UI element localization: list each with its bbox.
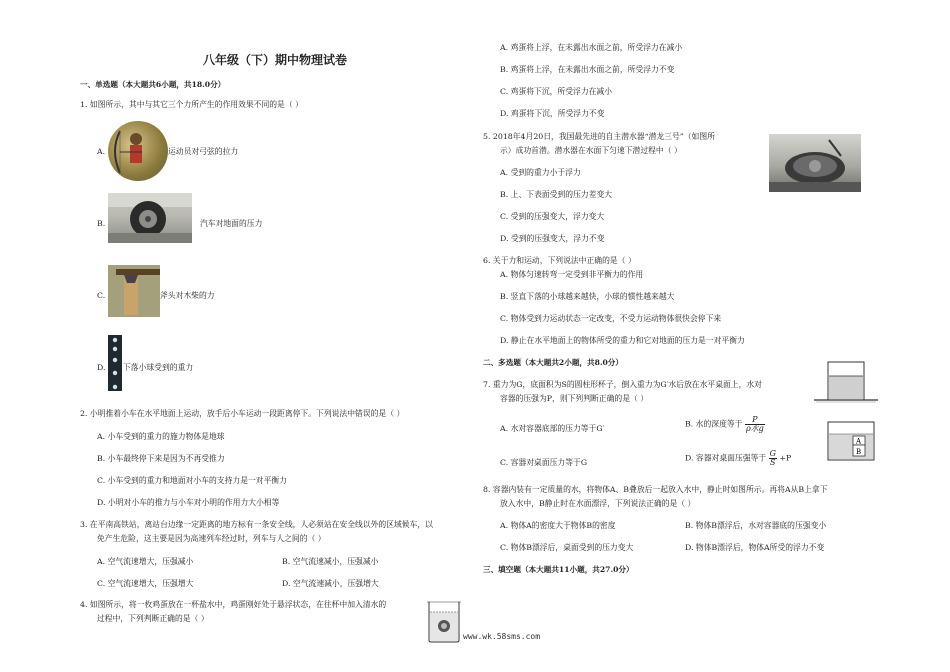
page-title: 八年级（下）期中物理试卷 [202,53,347,67]
fraction-denominator: ρ水g [745,424,764,433]
q5-option-a: A. 受到的重力小于浮力 [500,168,581,177]
axe-wood-image [108,265,160,317]
falling-ball-image [108,335,122,391]
question-5-stem-line1: 5. 2018年4月20日，我国最先进的自主潜水器“潜龙三号”（如图所 [483,132,715,141]
archer-image [108,121,168,181]
q7-option-b-fraction [745,416,765,433]
q1-option-d-label: D. [97,363,106,372]
fraction-numerator: P [745,416,765,425]
q2-option-a: A. 小车受到的重力的施力物体是地球 [97,432,225,441]
q1-option-c-text: 斧头对木柴的力 [160,291,215,300]
q7-option-d [685,450,791,467]
question-5-stem-line2: 示）成功首潜。潜水器在水面下匀速下潜过程中（ ） [500,146,682,155]
q3-option-b: B. 空气流速减小，压强减小 [282,557,379,566]
fraction-numerator: G [769,449,776,458]
q4-option-a: A. 鸡蛋将上浮，在未露出水面之前，所受浮力在减小 [500,43,683,52]
q1-option-a-label: A. [97,147,106,156]
cylinder-cup-diagram [814,356,878,404]
q3-option-d: D. 空气流速减小，压强增大 [282,579,379,588]
q3-option-c: C. 空气流速增大，压强增大 [97,579,194,588]
axe-icon [108,265,160,317]
q1-option-b-label: B. [97,219,106,228]
q1-option-d-text: 下落小球受到的重力 [123,363,194,372]
q4-option-b: B. 鸡蛋将上浮，在未露出水面之前，所受浮力不变 [500,65,675,74]
question-1-stem: 1. 如图所示，其中与其它三个力所产生的作用效果不同的是（ ） [80,100,303,109]
section-heading-fill-in: 三、填空题（本大题共11小题，共27.0分） [483,565,634,574]
q1-option-b-text: 汽车对地面的压力 [200,219,263,228]
q5-option-b: B. 上、下表面受到的压力差变大 [500,190,613,199]
submersible-icon [769,134,861,192]
section-heading-single-choice: 一、单选题（本大题共6小题，共18.0分） [80,80,226,89]
q2-option-b: B. 小车最终停下来是因为不再受推力 [97,454,225,463]
block-b-label: B [856,448,862,456]
q7-option-b [685,416,765,433]
beaker-egg-icon [424,598,464,644]
question-8-stem-line2: 放入水中，B静止时在水面漂浮，下列说法正确的是（ ） [500,499,696,508]
question-7-stem-line1: 7. 重力为G，底面积为S的圆柱形杯子，倒入重力为G′水后放在水平桌面上，水对 [483,380,762,389]
q1-option-a-text: 运动员对弓弦的拉力 [168,147,239,156]
question-8-stem-line1: 8. 容器内装有一定质量的水，将物体A、B叠放后一起放入水中，静止时如图所示。再将A从B上拿下 [483,485,828,494]
q7-option-a: A. 水对容器底部的压力等于G′ [500,424,605,433]
q8-option-c: C. 物体B漂浮后，桌面受到的压力变大 [500,543,634,552]
q2-option-d: D. 小明对小车的推力与小车对小明的作用力大小相等 [97,498,280,507]
ball-sequence-icon [108,335,122,391]
question-3-stem-line2: 免产生危险，这主要是因为高速列车经过时，列车与人之间的（ ） [97,534,326,543]
q7-option-d-suffix: +P [779,453,792,463]
q8-option-b: B. 物体B漂浮后，水对容器底的压强变小 [685,521,827,530]
q4-option-c: C. 鸡蛋将下沉，所受浮力在减小 [500,87,613,96]
question-3-stem-line1: 3. 在平南高铁站，离站台边缘一定距离的地方标有一条安全线，人必须站在安全线以外的区域候车，以 [80,520,433,529]
question-6-stem: 6. 关于力和运动，下列说法中正确的是（ ） [483,256,636,265]
tire-icon [108,193,192,243]
q1-option-c-label: C. [97,291,106,300]
q7-option-d-text: D. 容器对桌面压强等于 [685,453,767,463]
block-a-label: A [856,437,862,446]
q2-option-c: C. 小车受到的重力和地面对小车的支持力是一对平衡力 [97,476,287,485]
container-blocks-diagram [826,418,876,462]
q6-option-d: D. 静止在水平地面上的物体所受的重力和它对地面的压力是一对平衡力 [500,336,745,345]
car-tire-image [108,193,192,243]
archer-figure-icon [108,121,168,181]
q4-option-d: D. 鸡蛋将下沉，所受浮力不变 [500,109,605,118]
q6-option-b: B. 竖直下落的小球越来越快，小球的惯性越来越大 [500,292,675,301]
question-2-stem: 2. 小明推着小车在水平地面上运动，放手后小车运动一段距离停下。下列说法中错误的是（ ） [80,409,405,418]
section-heading-multiple-choice: 二、多选题（本大题共2小题，共8.0分） [483,358,623,367]
question-4-stem-line2: 过程中，下列判断正确的是（ ） [97,614,209,623]
q8-option-d: D. 物体B漂浮后，物体A所受的浮力不变 [685,543,825,552]
question-4-stem-line1: 4. 如图所示，将一枚鸡蛋放在一杯盐水中，鸡蛋刚好处于悬浮状态，在往杯中加入清水的 [80,600,387,609]
q8-option-a: A. 物体A的密度大于物体B的密度 [500,521,616,530]
q7-option-b-text: B. 水的深度等于 [685,419,743,429]
q7-option-d-fraction [769,450,777,467]
fraction-denominator: S [770,458,776,467]
q5-option-c: C. 受到的压强变大，浮力变大 [500,212,605,221]
question-7-stem-line2: 容器的压强为P，则下列判断正确的是（ ） [500,394,649,403]
watermark-text: www.wk.58sms.com [463,632,541,641]
q6-option-c: C. 物体受到力运动状态一定改变，不受力运动物体很快会停下来 [500,314,722,323]
q3-option-a: A. 空气流速增大，压强减小 [97,557,194,566]
q7-option-c: C. 容器对桌面压力等于G [500,458,588,467]
q6-option-a: A. 物体匀速转弯一定受到非平衡力的作用 [500,270,644,279]
submersible-image [769,134,861,192]
q5-option-d: D. 受到的压强变大，浮力不变 [500,234,605,243]
